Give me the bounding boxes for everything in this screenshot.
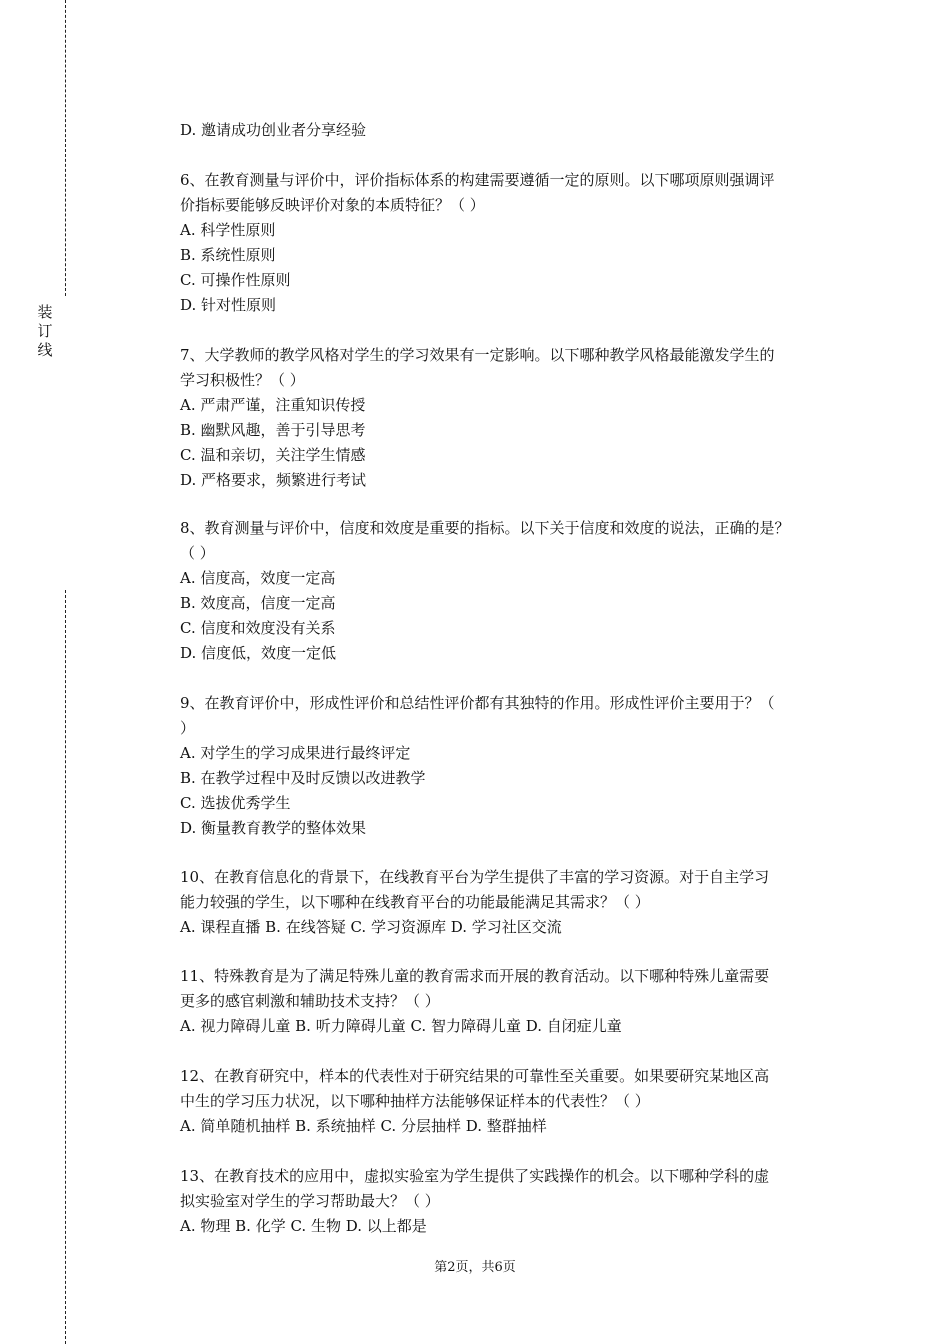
text-line: C. 可操作性原则 (180, 271, 291, 289)
text-line: 12、在教育研究中，样本的代表性对于研究结果的可靠性至关重要。如果要研究某地区高 (180, 1067, 770, 1085)
text-line: D. 针对性原则 (180, 296, 277, 314)
text-line: A. 信度高，效度一定高 (180, 569, 336, 587)
question-7 (180, 343, 860, 493)
text-line: A. 对学生的学习成果进行最终评定 (180, 744, 411, 762)
text-line: 价指标要能够反映评价对象的本质特征？（ ） (180, 196, 485, 214)
page-footer: 第2页，共6页 (434, 1260, 516, 1275)
text-line: D. 邀请成功创业者分享经验 (180, 121, 367, 139)
question-10 (180, 865, 860, 940)
text-line: 11、特殊教育是为了满足特殊儿童的教育需求而开展的教育活动。以下哪种特殊儿童需要 (180, 967, 770, 985)
text-line: A. 简单随机抽样 B. 系统抽样 C. 分层抽样 D. 整群抽样 (180, 1117, 547, 1135)
text-line: C. 温和亲切，关注学生情感 (180, 446, 366, 464)
question-8 (180, 516, 860, 666)
text-line: B. 效度高，信度一定高 (180, 594, 336, 612)
text-line: （ ） (180, 544, 215, 562)
text-line: A. 视力障碍儿童 B. 听力障碍儿童 C. 智力障碍儿童 D. 自闭症儿童 (180, 1017, 622, 1035)
text-line: 拟实验室对学生的学习帮助最大？（ ） (180, 1192, 440, 1210)
question-6 (180, 168, 860, 318)
text-line: 9、在教育评价中，形成性评价和总结性评价都有其独特的作用。形成性评价主要用于？（ (180, 694, 775, 712)
text-line: 8、教育测量与评价中，信度和效度是重要的指标。以下关于信度和效度的说法，正确的是？ (180, 519, 790, 537)
text-line: B. 在教学过程中及时反馈以改进教学 (180, 769, 426, 787)
text-line: B. 系统性原则 (180, 246, 276, 264)
text-line: A. 严肃严谨，注重知识传授 (180, 396, 366, 414)
text-line: C. 选拔优秀学生 (180, 794, 291, 812)
question-9 (180, 691, 860, 841)
text-line: ） (180, 719, 196, 737)
question-12 (180, 1064, 860, 1139)
text-line: 6、在教育测量与评价中，评价指标体系的构建需要遵循一定的原则。以下哪项原则强调评 (180, 171, 775, 189)
text-line: D. 信度低，效度一定低 (180, 644, 337, 662)
text-line: A. 物理 B. 化学 C. 生物 D. 以上都是 (180, 1217, 427, 1235)
text-line: 10、在教育信息化的背景下，在线教育平台为学生提供了丰富的学习资源。对于自主学习 (180, 868, 770, 886)
text-line: C. 信度和效度没有关系 (180, 619, 336, 637)
text-line: 7、大学教师的教学风格对学生的学习效果有一定影响。以下哪种教学风格最能激发学生的 (180, 346, 775, 364)
text-line: 中生的学习压力状况，以下哪种抽样方法能够保证样本的代表性？（ ） (180, 1092, 650, 1110)
text-line: 更多的感官刺激和辅助技术支持？（ ） (180, 992, 440, 1010)
text-line: B. 幽默风趣，善于引导思考 (180, 421, 366, 439)
question-option-continuation (180, 118, 860, 143)
binding-label: 装 订 线 (37, 303, 53, 359)
text-line: 能力较强的学生，以下哪种在线教育平台的功能最能满足其需求？（ ） (180, 893, 650, 911)
text-line: 13、在教育技术的应用中，虚拟实验室为学生提供了实践操作的机会。以下哪种学科的虚 (180, 1167, 770, 1185)
binding-dashed-line-top (65, 0, 66, 296)
text-line: 学习积极性？（ ） (180, 371, 305, 389)
text-line: D. 衡量教育教学的整体效果 (180, 819, 367, 837)
question-11 (180, 964, 860, 1039)
text-line: A. 科学性原则 (180, 221, 276, 239)
text-line: A. 课程直播 B. 在线答疑 C. 学习资源库 D. 学习社区交流 (180, 918, 562, 936)
binding-dashed-line-bottom (65, 590, 66, 1344)
text-line: D. 严格要求，频繁进行考试 (180, 471, 367, 489)
question-13 (180, 1164, 860, 1239)
